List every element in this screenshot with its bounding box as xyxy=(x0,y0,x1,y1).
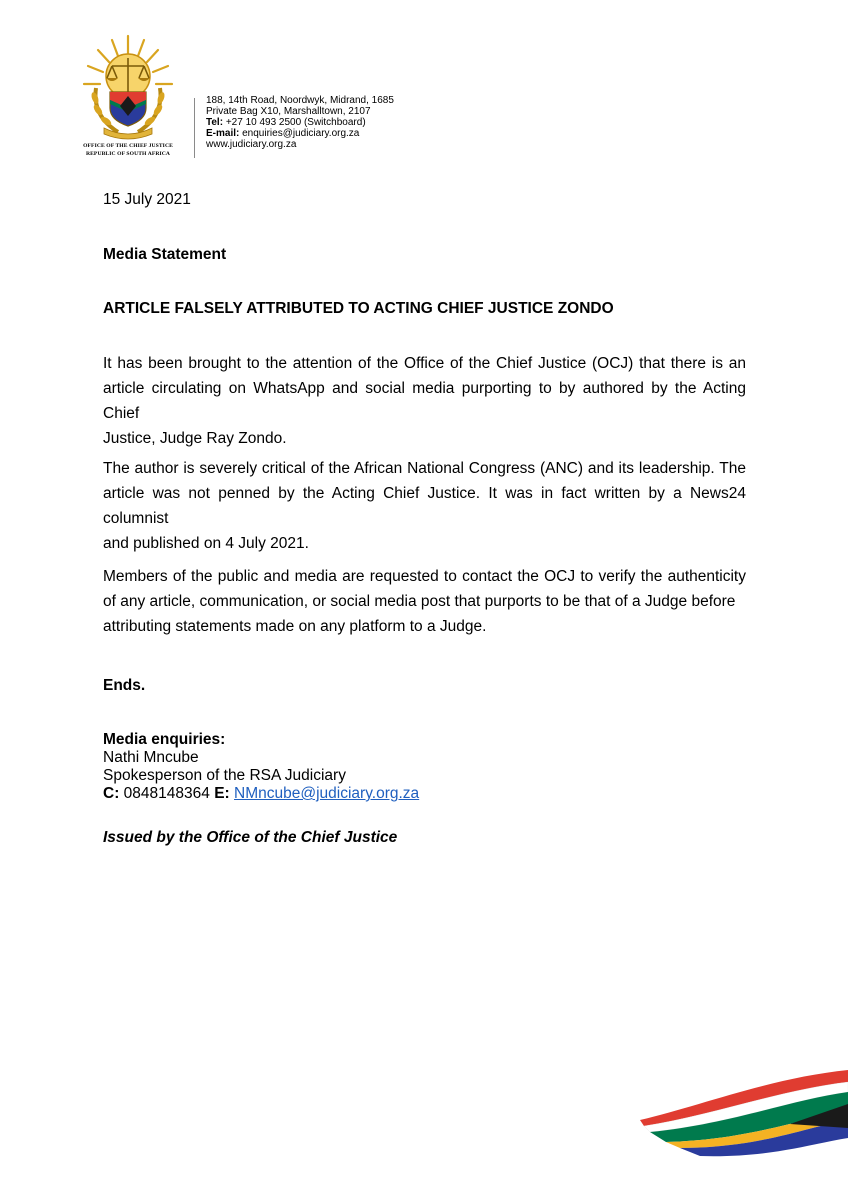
telephone-value: +27 10 493 2500 (Switchboard) xyxy=(223,117,366,128)
email-value: enquiries@judiciary.org.za xyxy=(239,128,360,139)
org-name-line1: OFFICE OF THE CHIEF JUSTICE xyxy=(83,143,173,149)
paragraph-3-body: Members of the public and media are requested to contact the OCJ to verify the authenticity of any article, communication, or social media post that purports to be that of a Judge before xyxy=(103,568,746,610)
paragraph-3-last-line: attributing statements made on any platform to a Judge. xyxy=(103,618,487,635)
letterhead-divider xyxy=(194,98,195,158)
email-line xyxy=(206,128,359,139)
address-line1: 188, 14th Road, Noordwyk, Midrand, 1685 xyxy=(206,95,394,106)
issued-by: Issued by the Office of the Chief Justice xyxy=(103,829,398,846)
contact-email-label: E: xyxy=(214,785,230,802)
contact-line xyxy=(103,785,419,803)
website-line: www.judiciary.org.za xyxy=(206,139,297,150)
telephone-line xyxy=(206,117,366,128)
paragraph-2-body: The author is severely critical of the African National Congress (ANC) and its leadership. The article was not penned by the Acting Chief Justice. It was in fact written by a News24 columnist xyxy=(103,460,746,527)
cell-label: C: xyxy=(103,785,120,802)
paragraph-1-body: It has been brought to the attention of the Office of the Chief Justice (OCJ) that there is an article circulating on WhatsApp and social media purporting to by authored by the Acting Chief xyxy=(103,355,746,422)
cell-number: 0848148364 xyxy=(123,785,210,802)
address-line2: Private Bag X10, Marshalltown, 2107 xyxy=(206,106,371,117)
org-name-line2: REPUBLIC OF SOUTH AFRICA xyxy=(85,151,171,157)
statement-headline: ARTICLE FALSELY ATTRIBUTED TO ACTING CHIEF JUSTICE ZONDO xyxy=(103,300,614,317)
telephone-label: Tel: xyxy=(206,117,224,128)
enquiries-heading: Media enquiries: xyxy=(103,731,226,748)
statement-date: 15 July 2021 xyxy=(103,191,191,208)
flag-swoosh-decoration xyxy=(640,1068,848,1160)
spokesperson-role: Spokesperson of the RSA Judiciary xyxy=(103,767,346,784)
statement-type: Media Statement xyxy=(103,246,227,263)
email-label: E-mail: xyxy=(206,128,240,139)
paragraph-1-last-line: Justice, Judge Ray Zondo. xyxy=(103,430,287,447)
paragraph-2-last-line: and published on 4 July 2021. xyxy=(103,535,309,552)
body-paragraph-1 xyxy=(103,351,746,451)
spokesperson-name: Nathi Mncube xyxy=(103,749,199,766)
ends-marker: Ends. xyxy=(103,677,146,694)
coat-of-arms-logo xyxy=(78,28,178,146)
body-paragraph-2 xyxy=(103,456,746,556)
spokesperson-email-link[interactable]: NMncube@judiciary.org.za xyxy=(234,785,420,802)
body-paragraph-3 xyxy=(103,564,746,639)
